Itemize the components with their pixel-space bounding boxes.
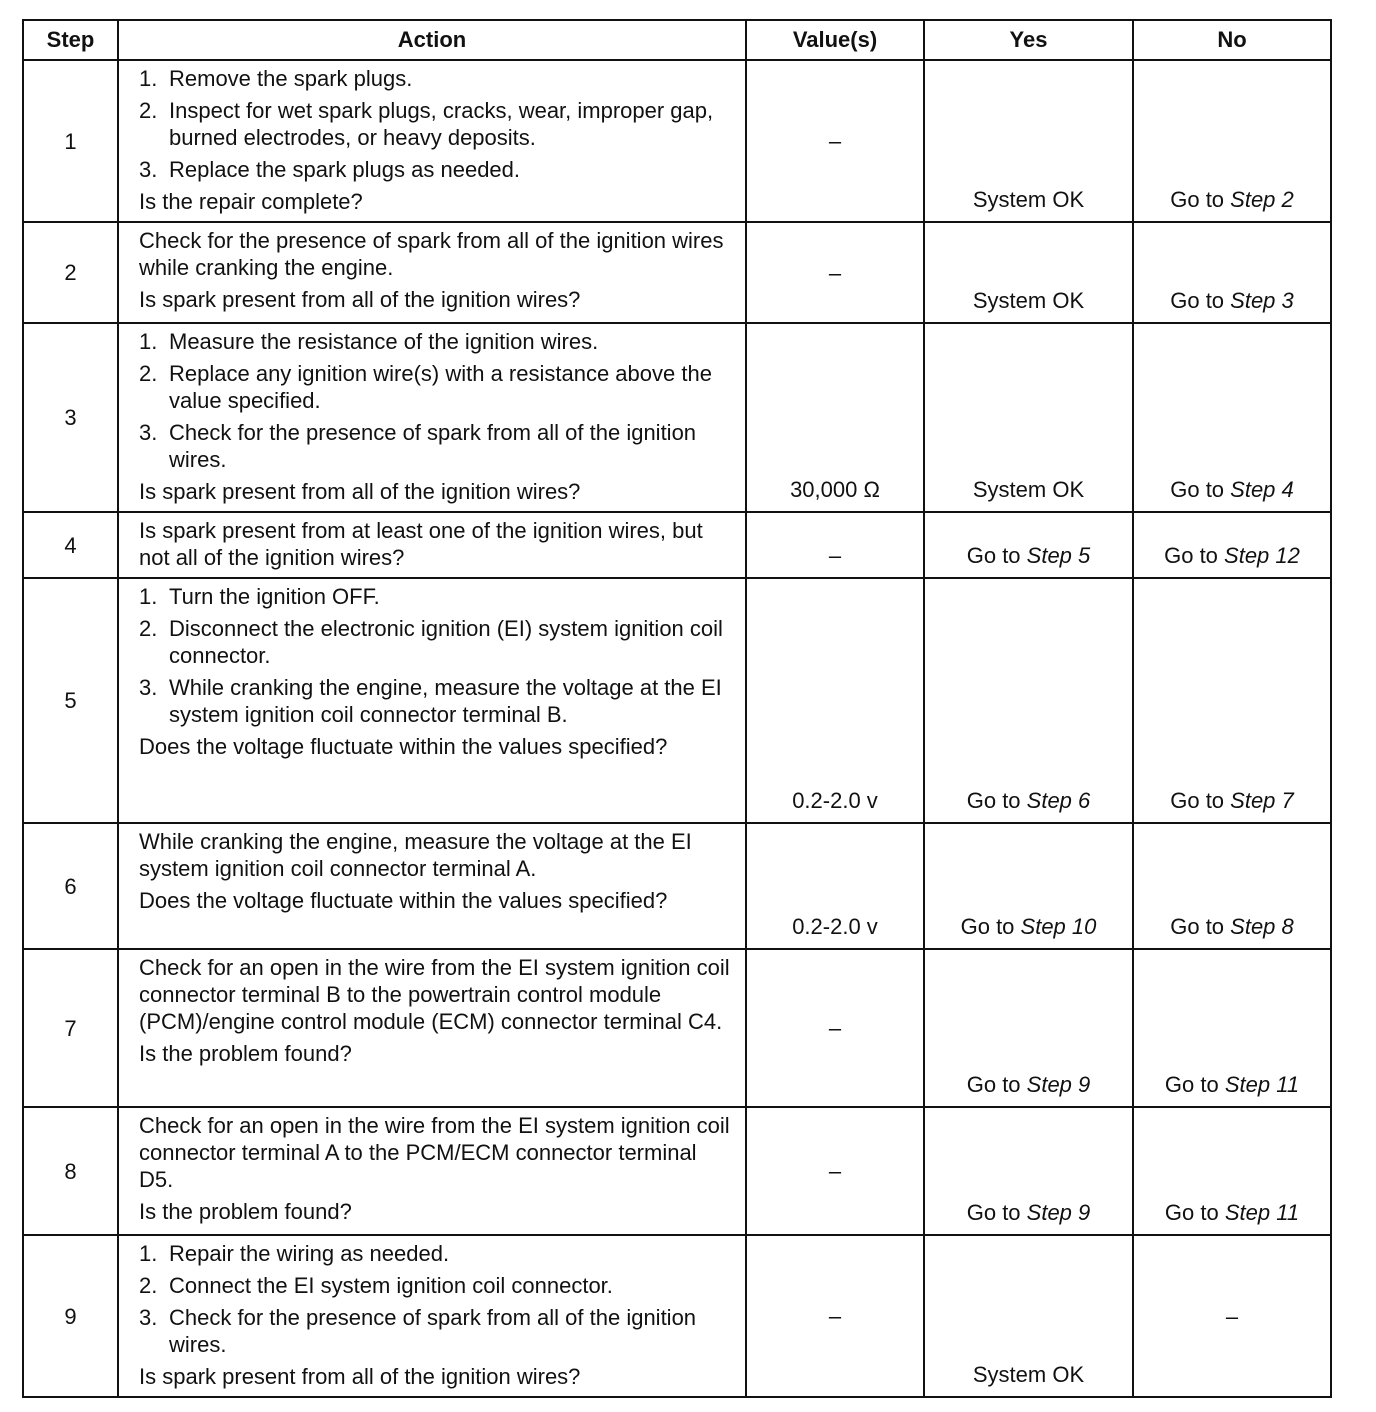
step-number: 5 bbox=[23, 578, 118, 823]
step-ref: Step 5 bbox=[1026, 543, 1091, 568]
yes-cell: Go to Step 10 bbox=[924, 823, 1133, 949]
diagnostic-table bbox=[22, 19, 1332, 1398]
yes-cell: System OK bbox=[924, 60, 1133, 222]
list-item: 2. Connect the EI system ignition coil connector. bbox=[139, 1273, 613, 1298]
value-cell bbox=[746, 222, 924, 323]
value-text: 30,000 Ω bbox=[790, 477, 880, 502]
step-number: 9 bbox=[23, 1235, 118, 1397]
no-cell: Go to Step 11 bbox=[1133, 949, 1331, 1107]
step-ref: Step 3 bbox=[1230, 288, 1294, 313]
value-cell bbox=[746, 323, 924, 512]
value-text: – bbox=[828, 1015, 842, 1041]
value-text: – bbox=[828, 260, 842, 285]
list-item: 2. Inspect for wet spark plugs, cracks, wear, improper gap, burned electrodes, or heavy deposits. bbox=[139, 98, 714, 150]
yes-cell: Go to Step 9 bbox=[924, 1107, 1133, 1235]
value-text: 0.2-2.0 v bbox=[792, 914, 878, 939]
table-row bbox=[23, 323, 1331, 512]
list-item: 1. Repair the wiring as needed. bbox=[139, 1241, 450, 1266]
no-cell: Go to Step 8 bbox=[1133, 823, 1331, 949]
action-cell bbox=[118, 578, 746, 823]
step-number: 4 bbox=[23, 512, 118, 578]
action-question: Is spark present from all of the ignition wires? bbox=[139, 287, 581, 312]
list-item: 3. While cranking the engine, measure the voltage at the EI system ignition coil connector terminal B. bbox=[139, 675, 722, 727]
list-item: 2. Disconnect the electronic ignition (EI) system ignition coil connector. bbox=[139, 616, 723, 668]
action-cell bbox=[118, 222, 746, 323]
step-number: 6 bbox=[23, 823, 118, 949]
no-cell: Go to Step 11 bbox=[1133, 1107, 1331, 1235]
list-item: 1. Turn the ignition OFF. bbox=[139, 584, 380, 609]
no-cell: Go to Step 12 bbox=[1133, 512, 1331, 578]
table-row bbox=[23, 512, 1331, 578]
step-ref: Step 9 bbox=[1026, 1072, 1091, 1097]
step-ref: Step 7 bbox=[1230, 788, 1294, 813]
action-cell bbox=[118, 823, 746, 949]
action-question: Is spark present from all of the ignition wires? bbox=[139, 479, 581, 504]
yes-cell: System OK bbox=[924, 222, 1133, 323]
table-row bbox=[23, 578, 1331, 823]
table-row bbox=[23, 823, 1331, 949]
list-item: 3. Replace the spark plugs as needed. bbox=[139, 157, 521, 182]
step-ref: Step 10 bbox=[1020, 914, 1097, 939]
action-text: Check for an open in the wire from the EI system ignition coil connector terminal A to the PCM/ECM connector terminal D5. bbox=[139, 1113, 730, 1192]
header-values: Value(s) bbox=[746, 20, 924, 60]
step-number: 8 bbox=[23, 1107, 118, 1235]
header-step: Step bbox=[23, 20, 118, 60]
table-row bbox=[23, 1235, 1331, 1397]
action-cell bbox=[118, 1235, 746, 1397]
yes-cell: System OK bbox=[924, 323, 1133, 512]
list-item: 1. Measure the resistance of the ignition wires. bbox=[139, 329, 599, 354]
action-question: Is the problem found? bbox=[139, 1199, 352, 1224]
list-item: 3. Check for the presence of spark from all of the ignition wires. bbox=[139, 420, 697, 472]
header-no: No bbox=[1133, 20, 1331, 60]
header-action: Action bbox=[118, 20, 746, 60]
value-cell bbox=[746, 823, 924, 949]
yes-cell: System OK bbox=[924, 1235, 1133, 1397]
action-question: Does the voltage fluctuate within the values specified? bbox=[139, 888, 668, 913]
value-cell bbox=[746, 512, 924, 578]
action-cell bbox=[118, 1107, 746, 1235]
no-cell: Go to Step 2 bbox=[1133, 60, 1331, 222]
action-text: Check for the presence of spark from all of the ignition wires while cranking the engine. bbox=[139, 228, 724, 280]
yes-cell: Go to Step 9 bbox=[924, 949, 1133, 1107]
value-text: – bbox=[828, 1303, 842, 1329]
step-number: 3 bbox=[23, 323, 118, 512]
action-cell bbox=[118, 949, 746, 1107]
value-text: 0.2-2.0 v bbox=[792, 788, 878, 813]
step-number: 2 bbox=[23, 222, 118, 323]
value-text: – bbox=[828, 543, 842, 568]
value-cell bbox=[746, 60, 924, 222]
action-cell bbox=[118, 323, 746, 512]
yes-cell: Go to Step 5 bbox=[924, 512, 1133, 578]
value-cell bbox=[746, 949, 924, 1107]
action-text: While cranking the engine, measure the voltage at the EI system ignition coil connector terminal A. bbox=[139, 829, 692, 881]
table-row bbox=[23, 222, 1331, 323]
header-yes: Yes bbox=[924, 20, 1133, 60]
step-number: 7 bbox=[23, 949, 118, 1107]
no-cell: Go to Step 3 bbox=[1133, 222, 1331, 323]
table-row bbox=[23, 949, 1331, 1107]
step-ref: Step 4 bbox=[1230, 477, 1294, 502]
step-number: 1 bbox=[23, 60, 118, 222]
step-ref: Step 2 bbox=[1230, 187, 1294, 212]
yes-cell: Go to Step 6 bbox=[924, 578, 1133, 823]
value-cell bbox=[746, 578, 924, 823]
step-ref: Step 8 bbox=[1230, 914, 1294, 939]
no-cell: Go to Step 7 bbox=[1133, 578, 1331, 823]
table-row bbox=[23, 60, 1331, 222]
list-item: 1. Remove the spark plugs. bbox=[139, 66, 413, 91]
no-cell: Go to Step 4 bbox=[1133, 323, 1331, 512]
action-question: Is spark present from all of the ignition wires? bbox=[139, 1364, 581, 1389]
value-text: – bbox=[828, 128, 842, 154]
action-question: Is the problem found? bbox=[139, 1041, 352, 1066]
action-question: Is spark present from at least one of the ignition wires, but not all of the ignition wires? bbox=[139, 518, 703, 570]
value-cell bbox=[746, 1107, 924, 1235]
step-ref: Step 11 bbox=[1224, 1200, 1300, 1225]
step-ref: Step 11 bbox=[1224, 1072, 1300, 1097]
action-text: Check for an open in the wire from the EI system ignition coil connector terminal B to the powertrain control module (PCM)/engine control module (ECM) connector terminal C4. bbox=[139, 955, 730, 1034]
diagnostic-sheet bbox=[22, 19, 1330, 1398]
value-text: – bbox=[828, 1158, 842, 1184]
action-cell bbox=[118, 60, 746, 222]
step-ref: Step 12 bbox=[1224, 543, 1300, 568]
header-row bbox=[23, 20, 1331, 60]
value-cell bbox=[746, 1235, 924, 1397]
no-cell: – bbox=[1133, 1235, 1331, 1397]
step-ref: Step 6 bbox=[1026, 788, 1091, 813]
action-question: Does the voltage fluctuate within the values specified? bbox=[139, 734, 668, 759]
list-item: 3. Check for the presence of spark from all of the ignition wires. bbox=[139, 1305, 697, 1357]
step-ref: Step 9 bbox=[1026, 1200, 1091, 1225]
action-question: Is the repair complete? bbox=[139, 189, 363, 214]
list-item: 2. Replace any ignition wire(s) with a resistance above the value specified. bbox=[139, 361, 712, 413]
action-cell bbox=[118, 512, 746, 578]
table-row bbox=[23, 1107, 1331, 1235]
